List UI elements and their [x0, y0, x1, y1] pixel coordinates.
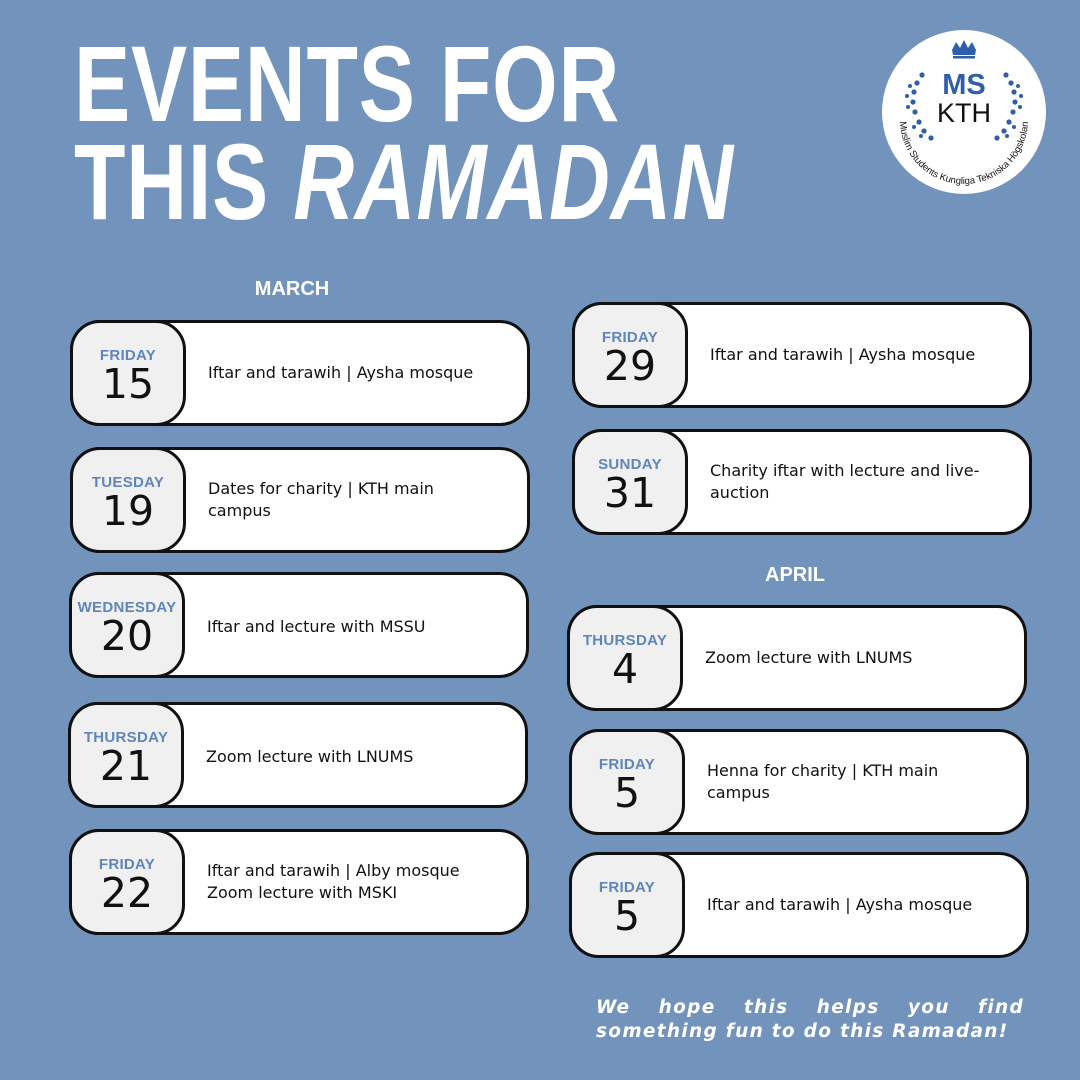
event-date: 5: [613, 769, 641, 817]
event-day: SUNDAY: [598, 456, 662, 473]
event-card: [69, 829, 529, 935]
event-text-line: Charity iftar with lecture and live-: [710, 461, 980, 480]
event-description: [208, 450, 487, 550]
event-text-line: Iftar and lecture with MSSU: [207, 617, 426, 636]
event-date-box: [569, 852, 685, 958]
event-date: 29: [603, 342, 657, 390]
event-card: [69, 572, 529, 678]
event-date-box: [567, 605, 683, 711]
event-card: [567, 605, 1027, 711]
event-description: [710, 305, 989, 405]
event-date-box: [70, 447, 186, 553]
logo-initials-bottom: KTH: [937, 98, 991, 128]
event-date-box: [572, 429, 688, 535]
event-date: 31: [603, 469, 657, 517]
event-card: [70, 320, 530, 426]
event-card: [70, 447, 530, 553]
event-day: FRIDAY: [601, 329, 659, 346]
title-italic: RAMADAN: [293, 121, 734, 242]
event-description: [705, 608, 984, 708]
event-date: 15: [101, 360, 155, 408]
event-day: THURSDAY: [83, 729, 169, 746]
event-text-line: Iftar and tarawih | Aysha mosque: [707, 895, 973, 914]
month-label-april: APRIL: [765, 564, 825, 586]
event-description: [207, 575, 486, 675]
event-date: 19: [101, 487, 155, 535]
event-description: [206, 705, 485, 805]
title-plain: THIS: [74, 121, 294, 242]
event-card: [572, 429, 1032, 535]
page-title-line-1: EVENTS FOR: [74, 23, 621, 144]
month-label-march: MARCH: [254, 278, 330, 300]
event-date-box: [69, 829, 185, 935]
event-day: FRIDAY: [598, 879, 656, 896]
event-date: 20: [100, 612, 154, 660]
event-day: TUESDAY: [91, 474, 165, 491]
event-date: 21: [99, 742, 153, 790]
event-date-box: [69, 572, 185, 678]
event-text-line: Iftar and tarawih | Aysha mosque: [710, 345, 976, 364]
event-day: FRIDAY: [598, 756, 656, 773]
logo-initials-top: MS: [942, 69, 986, 101]
event-date-box: [70, 320, 186, 426]
event-card: [572, 302, 1032, 408]
event-description: [208, 323, 487, 423]
event-date-box: [569, 729, 685, 835]
event-day: FRIDAY: [98, 856, 156, 873]
event-description: [207, 832, 486, 932]
logo-ring-textpath: Muslim Students Kungliga Tekniska Högskolan: [896, 120, 1032, 188]
event-description: [707, 732, 986, 832]
event-date: 22: [100, 869, 154, 917]
event-text-line: Dates for charity | KTH main campus: [208, 479, 434, 520]
event-card: [569, 729, 1029, 835]
event-day: FRIDAY: [99, 347, 157, 364]
event-text-line: Zoom lecture with LNUMS: [705, 648, 913, 667]
event-text-line: Iftar and tarawih | Aysha mosque: [208, 363, 474, 382]
event-text-line: Zoom lecture with MSKI: [207, 883, 398, 902]
crown-icon: [952, 40, 976, 59]
event-text-line: Henna for charity | KTH main campus: [707, 761, 939, 802]
event-card: [68, 702, 528, 808]
event-day: THURSDAY: [582, 632, 668, 649]
event-text-line: auction: [710, 483, 770, 502]
event-date-box: [68, 702, 184, 808]
event-card: [569, 852, 1029, 958]
closing-message: We hope this helps you find something fun to do this Ramadan!: [596, 997, 1024, 1042]
event-description: [710, 432, 989, 532]
page-title-line-2: [74, 121, 734, 242]
event-day: WEDNESDAY: [77, 599, 177, 616]
event-date: 4: [611, 645, 639, 693]
event-text-line: Zoom lecture with LNUMS: [206, 747, 414, 766]
mskth-logo: [882, 30, 1046, 194]
event-date-box: [572, 302, 688, 408]
event-description: [707, 855, 986, 955]
event-text-line: Iftar and tarawih | Alby mosque: [207, 861, 460, 880]
logo-ring-text: [897, 121, 1031, 187]
event-date: 5: [613, 892, 641, 940]
